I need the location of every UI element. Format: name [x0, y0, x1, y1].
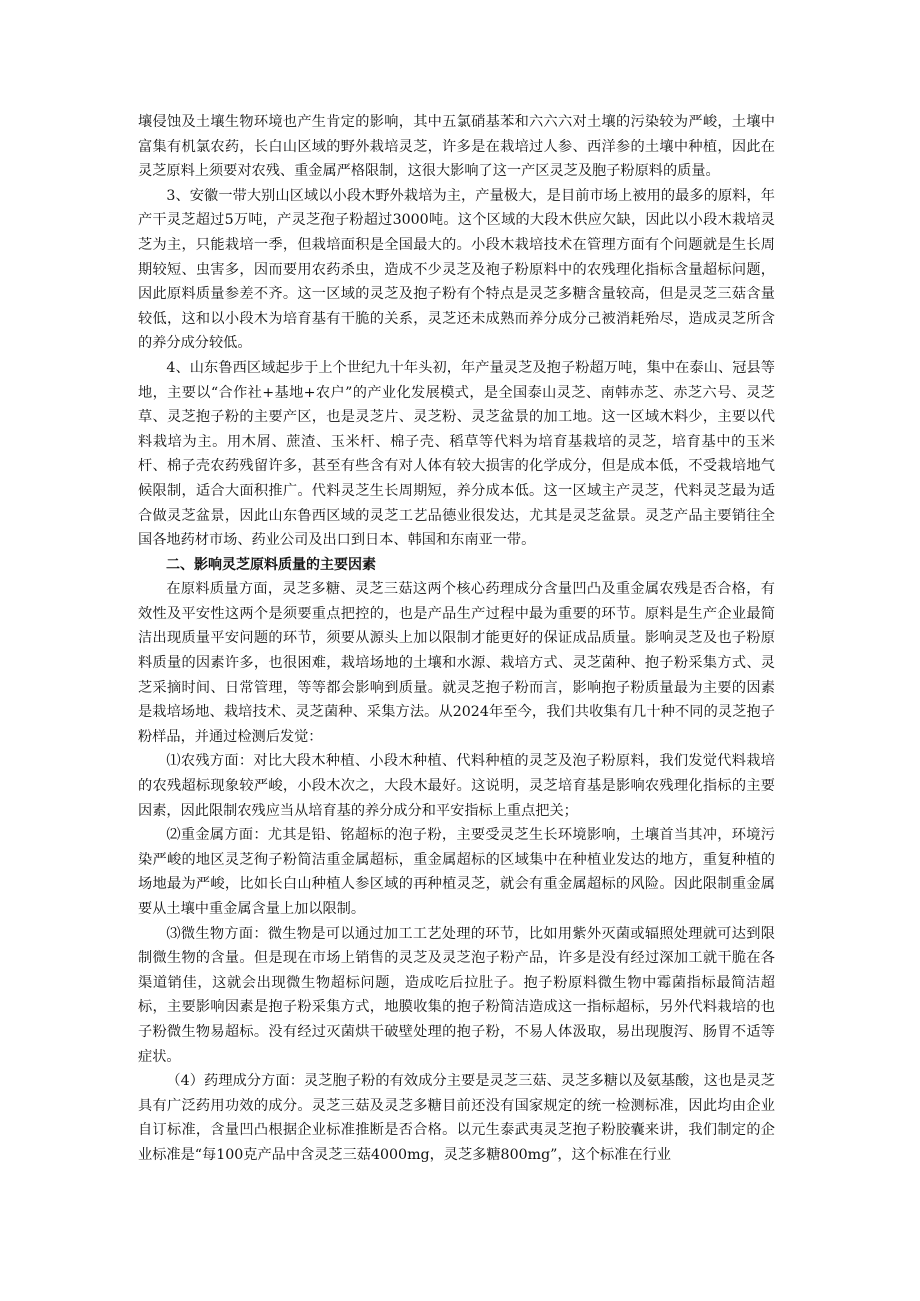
section-heading: 二、影响灵芝原料质量的主要因素 [166, 556, 376, 573]
paragraph-pharmacology: （4）药理成分方面：灵芝胞子粉的有效成分主要是灵芝三菇、灵芝多糖以及氨基酸，这也是灵芝具有广泛药用功效的成分。灵芝三菇及灵芝多糖目前还没有国家规定的统一检测标准，因此均由企业自订标准，含量凹凸根据企业标准推断是否合格。以元生泰武夷灵芝抱子粉胶囊来讲，我们制定的企业标准是“每100克产品中含灵芝三菇4000mg，灵芝多糖800mg”，这个标准在行业 [138, 1073, 775, 1163]
paragraph-pesticide-residue: ⑴农残方面：对比大段木种植、小段木种植、代料种植的灵芝及泡子粉原料，我们发觉代料栽培的农残超标现象较严峻，小段木次之，大段木最好。这说明，灵芝培育基是影响农残理化指标的主要因素，因此限制农残应当从培育基的养分成分和平安指标上重点把关； [138, 753, 775, 819]
paragraph-microbes: ⑶微生物方面：微生物是可以通过加工工艺处理的环节，比如用紫外灭菌或辐照处理就可达到限制微生物的含量。但是现在市场上销售的灵芝及灵芝泡子粉产品，许多是没有经过深加工就干脆在各渠道销佳，这就会出现微生物超标问题，造成吃后拉肚子。抱子粉原料微生物中霉菌指标最简洁超标，主要影响因素是抱子粉采集方式，地膜收集的抱子粉简洁造成这一指标超标，另外代料栽培的也子粉微生物易超标。没有经过灭菌烘干破壁处理的抱子粉，不易人体汲取，易出现腹泻、肠胃不适等症状。 [138, 925, 775, 1065]
paragraph-shandong-region: 4、山东鲁西区域起步于上个世纪九十年头初，年产量灵芝及抱子粉超万吨，集中在泰山、冠县等地，主要以“合作社+基地+农户”的产业化发展模式，是全国泰山灵芝、南韩赤芝、赤芝六号、灵芝草、灵芝抱子粉的主要产区，也是灵芝片、灵芝粉、灵芝盆景的加工地。这一区域木料少，主要以代料栽培为主。用木屑、蔗渣、玉米杆、棉子壳、稻草等代料为培育基栽培的灵芝，培育基中的玉米杆、棉子壳农药残留许多，甚至有些含有对人体有较大损害的化学成分，但是成本低，不受栽培地气候限制，适合大面积推广。代料灵芝生长周期短，养分成本低。这一区域主产灵芝，代料灵芝最为适合做灵芝盆景，因此山东鲁西区域的灵芝工艺品德业很发达，尤其是灵芝盆景。灵芝产品主要销往全国各地药材市场、药业公司及出口到日本、韩国和东南亚一带。 [138, 359, 775, 549]
paragraph-heavy-metals: ⑵重金属方面：尤其是铅、铭超标的泡子粉，主要受灵芝生长环境影响，土壤首当其冲，环境污染严峻的地区灵芝徇子粉简洁重金属超标，重金属超标的区域集中在种植业发达的地方，重复种植的场地最为严峻，比如长白山种植人参区域的再种植灵芝，就会有重金属超标的风险。因此限制重金属要从土壤中重金属含量上加以限制。 [138, 827, 775, 917]
paragraph-quality-intro: 在原料质量方面，灵芝多糖、灵芝三菇这两个核心药理成分含量凹凸及重金属农残是否合格，有效性及平安性这两个是须要重点把控的，也是产品生产过程中最为重要的环节。原料是生产企业最简洁出现质量平安问题的环节，须要从源头上加以限制才能更好的保证成品质量。影响灵芝及也子粉原料质量的因素许多，也很困难，栽培场地的土壤和水源、栽培方式、灵芝菌种、抱子粉采集方式、灵芝采摘时间、日常管理，等等都会影响到质量。就灵芝抱子粉而言，影响抱子粉质量最为主要的因素是栽培场地、栽培技术、灵芝菌种、采集方法。从2024年至今，我们共收集有几十种不同的灵芝抱子粉样品，并通过检测后发觉： [138, 581, 775, 745]
paragraph-anhui-region: 3、安徽一带大别山区域以小段木野外栽培为主，产量极大，是目前市场上被用的最多的原料，年产干灵芝超过5万吨，产灵芝孢子粉超过3000吨。这个区域的大段木供应欠缺，因此以小段木栽培灵芝为主，只能栽培一季，但栽培面积是全国最大的。小段木栽培技术在管理方面有个问题就是生长周期较短、虫害多，因而要用农药杀虫，造成不少灵芝及袍子粉原料中的农残理化指标含量超标问题，因此原料质量参差不齐。这一区域的灵芝及抱子粉有个特点是灵芝多糖含量较高，但是灵芝三菇含量较低，这和以小段木为培育基有干脆的关系，灵芝还未成熟而养分成分己被消耗殆尽，造成灵芝所含的养分成分较低。 [138, 187, 775, 352]
paragraph-soil-erosion: 壤侵蚀及土壤生物环境也产生肯定的影响，其中五氯硝基苯和六六六对土壤的污染较为严峻，土壤中富集有机氯农药，长白山区域的野外栽培灵芝，许多是在栽培过人参、西洋参的土壤中种植，因此在灵芝原料上须要对农残、重金属严格限制，这很大影响了这一产区灵芝及胞子粉原料的质量。 [138, 114, 775, 180]
